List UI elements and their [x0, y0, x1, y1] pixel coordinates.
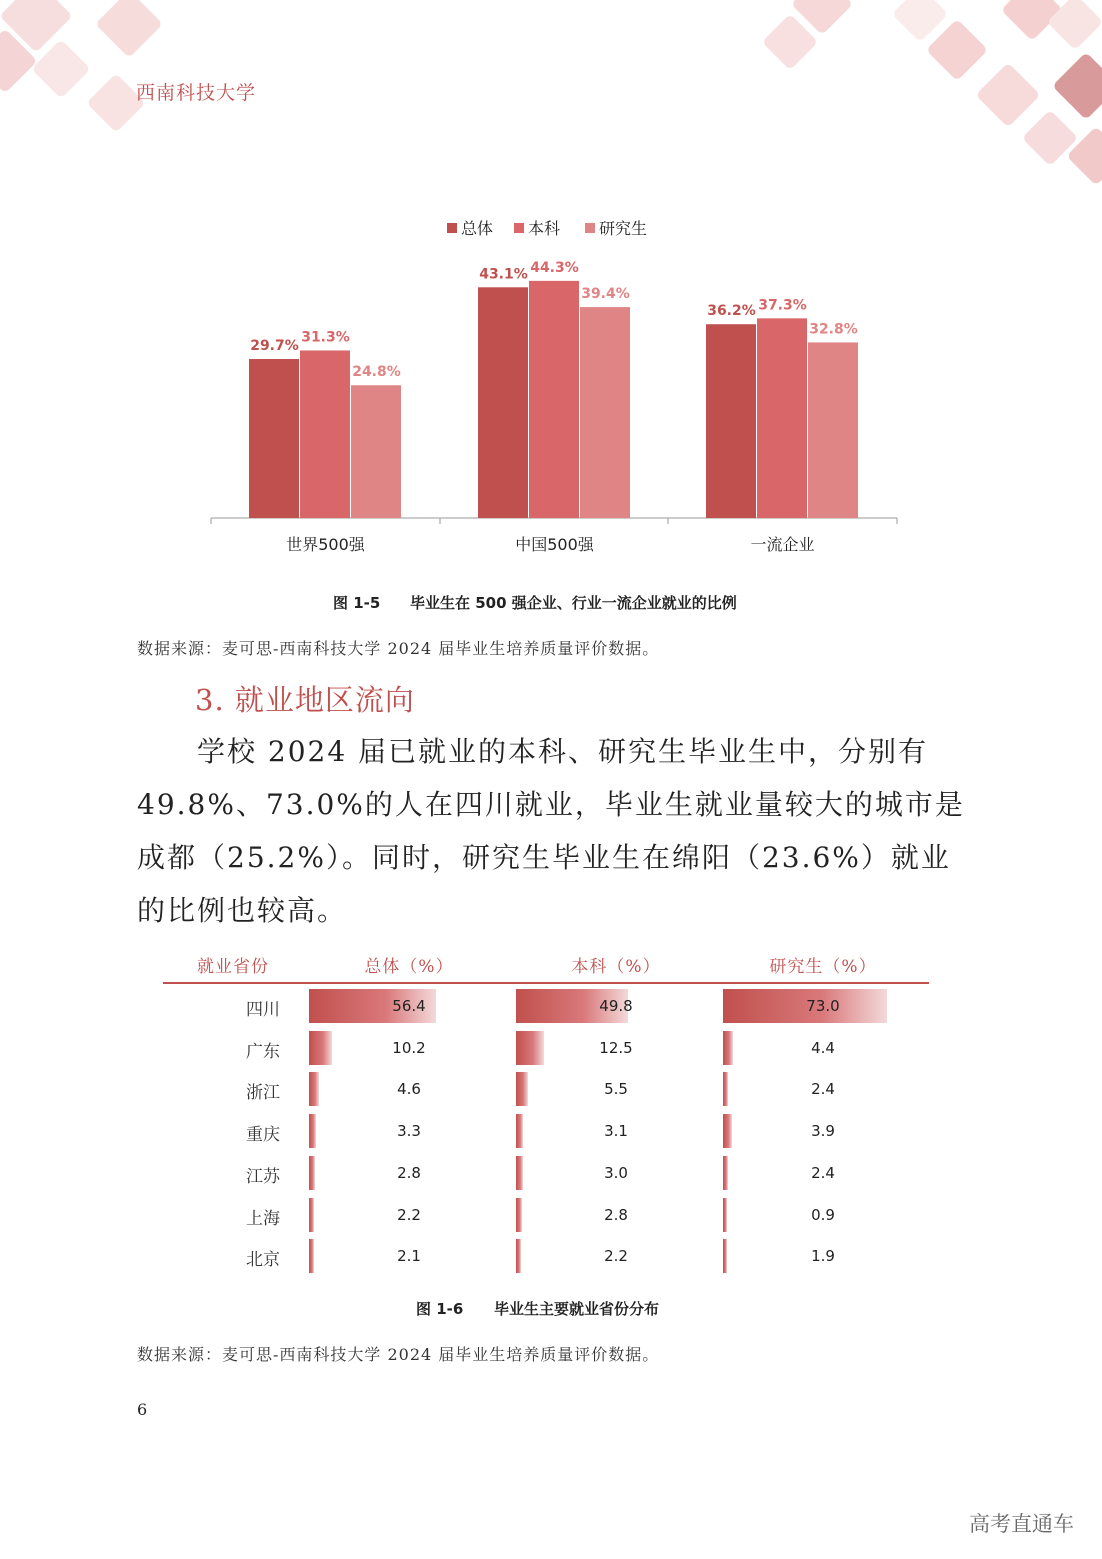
page-number: 6: [137, 1400, 148, 1419]
table-cell-undergrad: 2.8: [604, 1205, 628, 1224]
bar-2-2: [808, 342, 858, 518]
table-cell-grad: 2.4: [811, 1080, 835, 1099]
category-label: 中国500强: [515, 535, 594, 554]
figure2-caption-number: 图 1-6: [416, 1300, 464, 1318]
table-cell-overall: 4.6: [397, 1080, 421, 1099]
table-cell-undergrad: 12.5: [599, 1038, 633, 1057]
table-cell-province: 北京: [246, 1250, 280, 1271]
table-cell-province: 浙江: [246, 1083, 280, 1104]
table-cell-overall: 2.1: [397, 1247, 421, 1266]
data-label: 29.7%: [250, 338, 299, 355]
table-cell-province: 重庆: [246, 1125, 280, 1146]
legend-swatch: [585, 223, 595, 233]
table-cell-grad: 4.4: [811, 1038, 835, 1057]
table-cell-province: 上海: [246, 1208, 280, 1229]
bar-0-2: [706, 324, 756, 518]
table-cell-overall: 3.3: [397, 1122, 421, 1141]
table-header-grad: 研究生（%）: [769, 957, 877, 977]
figure2-caption-text: 毕业生主要就业省份分布: [494, 1300, 660, 1318]
table-cell-grad: 0.9: [811, 1205, 835, 1224]
category-label: 一流企业: [750, 535, 815, 554]
legend-label: 本科: [528, 219, 561, 238]
bar-1-2: [757, 318, 807, 518]
figure1-source: 数据来源：麦可思-西南科技大学 2024 届毕业生培养质量评价数据。: [137, 639, 660, 658]
table-header-province: 就业省份: [197, 957, 269, 977]
legend-label: 总体: [461, 219, 494, 238]
table-cell-grad: 1.9: [811, 1247, 835, 1266]
table-cell-undergrad: 49.8: [599, 997, 633, 1015]
legend-swatch: [447, 223, 457, 233]
table-cell-undergrad: 3.0: [604, 1163, 628, 1182]
data-label: 43.1%: [479, 266, 528, 283]
table-header-undergrad: 本科（%）: [571, 957, 661, 977]
section-paragraph: 学校 2024 届已就业的本科、研究生毕业生中，分别有 49.8%、73.0%的人在四川就业，毕业生就业量较大的城市是成都（25.2%）。同时，研究生毕业生在绵阳（23.6%）就业的比例也较高。: [137, 735, 965, 927]
bar-0-0: [249, 359, 299, 518]
bar-0-1: [478, 287, 528, 518]
legend-label: 研究生: [599, 219, 648, 238]
table-header-overall: 总体（%）: [364, 957, 454, 977]
bar-2-0: [351, 385, 401, 518]
table-cell-grad: 3.9: [811, 1122, 835, 1141]
employment-bar-chart: [0, 0, 1102, 600]
data-label: 36.2%: [707, 303, 756, 320]
table-header-rule: [163, 982, 929, 984]
data-label: 31.3%: [301, 329, 350, 346]
data-label: 37.3%: [758, 297, 807, 314]
table-cell-province: 江苏: [246, 1166, 280, 1187]
legend-swatch: [514, 223, 524, 233]
data-label: 44.3%: [530, 259, 579, 276]
category-label: 世界500强: [286, 535, 365, 554]
data-label: 39.4%: [581, 286, 630, 303]
bar-1-0: [300, 350, 350, 518]
figure1-caption-number: 图 1-5: [333, 594, 381, 612]
table-cell-undergrad: 2.2: [604, 1247, 628, 1266]
table-cell-overall: 2.8: [397, 1163, 421, 1182]
data-label: 32.8%: [809, 321, 858, 338]
table-cell-overall: 10.2: [392, 1038, 426, 1057]
table-cell-undergrad: 5.5: [604, 1080, 628, 1099]
bar-1-1: [529, 281, 579, 518]
table-cell-grad: 73.0: [806, 997, 840, 1015]
figure2-source: 数据来源：麦可思-西南科技大学 2024 届毕业生培养质量评价数据。: [137, 1345, 660, 1364]
table-cell-undergrad: 3.1: [604, 1122, 628, 1141]
bar-2-1: [580, 307, 630, 518]
table-cell-grad: 2.4: [811, 1163, 835, 1182]
table-cell-province: 四川: [246, 1000, 280, 1020]
figure1-caption-text: 毕业生在 500 强企业、行业一流企业就业的比例: [410, 594, 737, 612]
table-cell-overall: 56.4: [392, 997, 426, 1015]
section-heading: 3. 就业地区流向: [195, 683, 415, 717]
school-header: 西南科技大学: [136, 82, 257, 104]
table-cell-province: 广东: [246, 1041, 280, 1062]
data-label: 24.8%: [352, 364, 401, 381]
watermark: 高考直通车: [969, 1512, 1074, 1536]
table-cell-overall: 2.2: [397, 1205, 421, 1224]
